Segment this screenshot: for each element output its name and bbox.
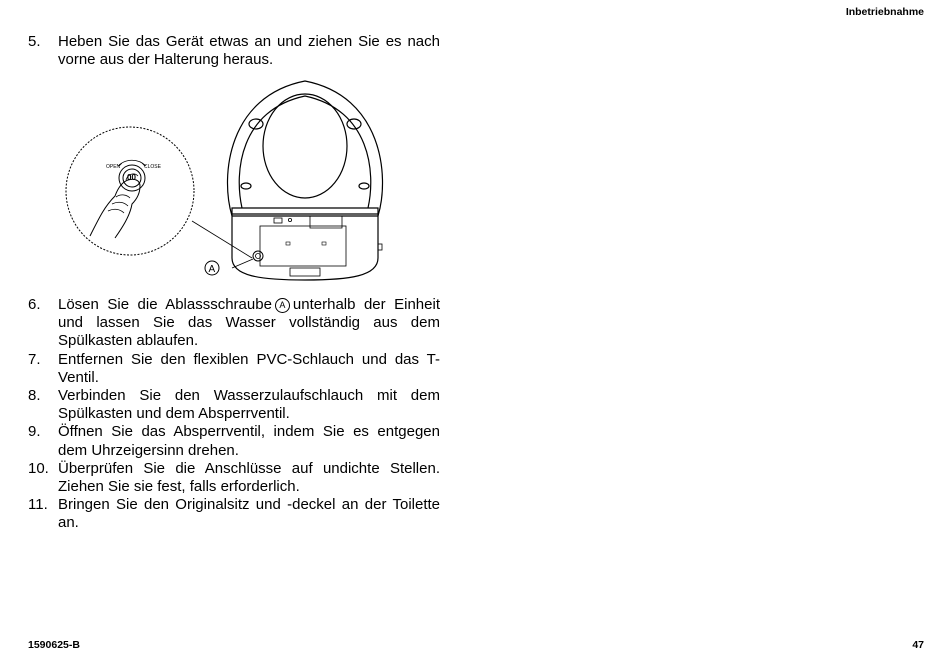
- knob-marking: 00: [127, 173, 136, 182]
- leader-line: [192, 221, 252, 258]
- step-item: [28, 423, 440, 459]
- step-item: [28, 296, 440, 351]
- toilet-seat-drawing: [227, 81, 382, 280]
- illustration-drain-screw: [60, 76, 390, 286]
- step-text: [58, 296, 440, 349]
- step-item: [28, 387, 440, 423]
- page-number: 47: [912, 639, 924, 651]
- step-text-part: unterhalb der Einheit und lassen Sie das Wasser vollständig aus dem Spülkasten ablaufen.: [58, 296, 440, 350]
- step-number: 8.: [28, 387, 41, 405]
- callout-letter: A: [208, 264, 216, 275]
- step-item: [28, 351, 440, 387]
- step-text: Überprüfen Sie die Anschlüsse auf undichte Stellen. Ziehen Sie sie fest, falls erforderlich.: [58, 459, 440, 496]
- open-label: OPEN: [106, 164, 121, 170]
- step-number: 11.: [28, 496, 48, 514]
- detail-magnifier: [66, 127, 194, 255]
- step-number: 9.: [28, 423, 41, 441]
- step-text: Heben Sie das Gerät etwas an und ziehen Sie es nach vorne aus der Halterung heraus.: [58, 33, 440, 69]
- step-text: Öffnen Sie das Absperrventil, indem Sie es entgegen dem Uhrzeigersinn drehen.: [58, 423, 440, 459]
- instruction-list-top: [28, 33, 440, 69]
- step-text: Bringen Sie den Originalsitz und -deckel an der Toilette an.: [58, 496, 440, 532]
- step-item: [28, 460, 440, 496]
- document-number: 1590625-B: [28, 639, 80, 651]
- step-number: 7.: [28, 350, 41, 368]
- callout-inline-a: A: [275, 298, 290, 313]
- step-number: 10.: [28, 459, 49, 477]
- instruction-list-bottom: [28, 296, 440, 533]
- step-number: 5.: [28, 33, 41, 50]
- step-text: Verbinden Sie den Wasserzulaufschlauch mit dem Spülkasten und dem Absperrventil.: [58, 387, 440, 423]
- step-text-part: Lösen Sie die Ablassschraube: [58, 296, 272, 313]
- step-item: [28, 496, 440, 532]
- page-header-title: Inbetriebnahme: [845, 6, 924, 18]
- step-number: 6.: [28, 296, 41, 313]
- step-item: [28, 33, 440, 69]
- close-label: CLOSE: [144, 164, 161, 170]
- step-text: Entfernen Sie den flexiblen PVC-Schlauch und das T-Ventil.: [58, 350, 440, 386]
